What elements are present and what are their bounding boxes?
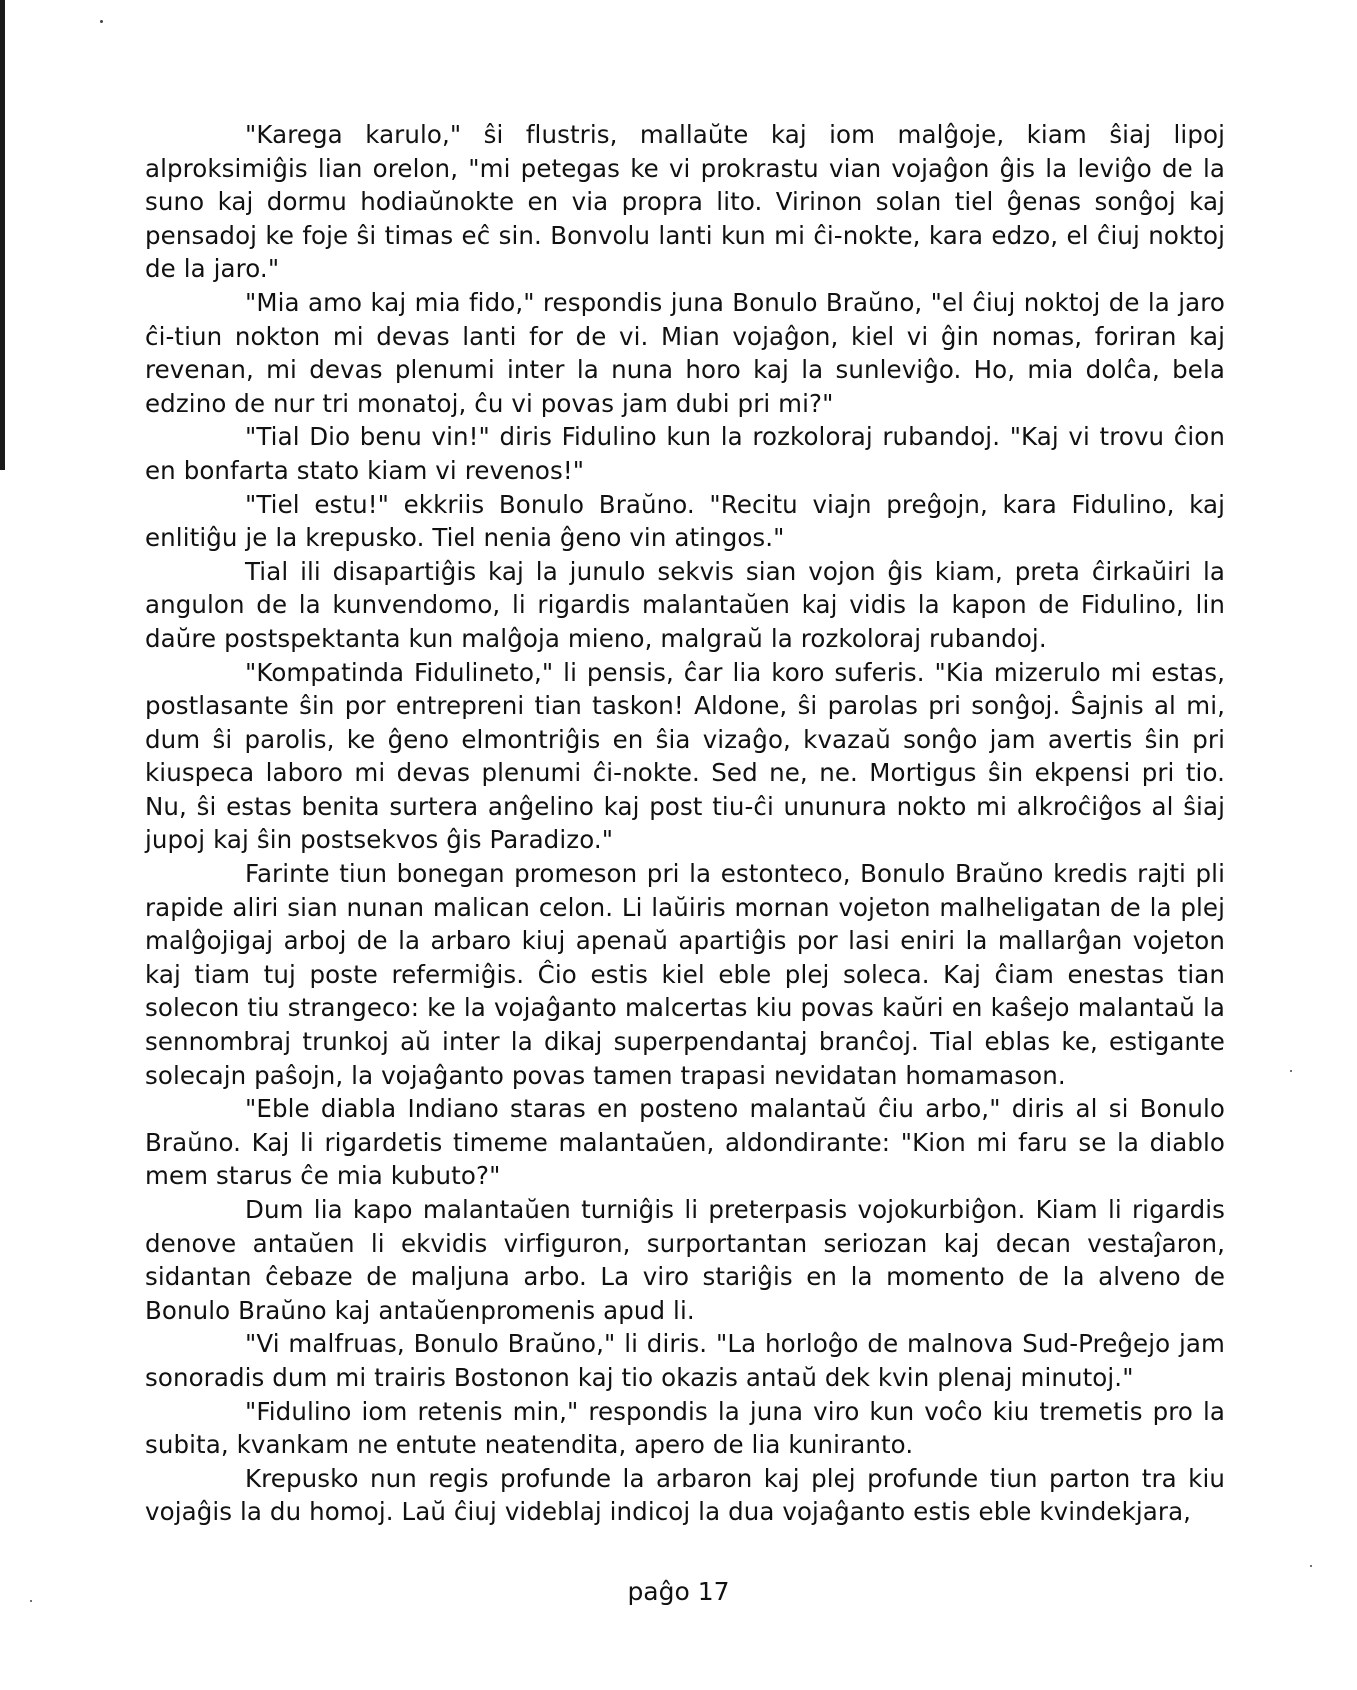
paragraph: "Eble diabla Indiano staras en posteno malantaŭ ĉiu arbo," diris al si Bonulo Braŭno. Kaj li rigardetis timeme malantaŭen, aldondirante: "Kion mi faru se la diablo mem starus ĉe mia kubuto?" [145, 1094, 1225, 1191]
paragraph: "Karega karulo," ŝi flustris, mallaŭte kaj iom malĝoje, kiam ŝiaj lipoj alproksimiĝis lian orelon, "mi petegas ke vi prokrastu vian vojaĝon ĝis la leviĝo de la suno kaj dormu hodiaŭnokte en via propra lito. Virinon solan tiel ĝenas sonĝoj kaj pensadoj ke foje ŝi timas eĉ sin. Bonvolu lanti kun mi ĉi-nokte, kara edzo, el ĉiuj noktoj de la jaro." [145, 120, 1225, 284]
page-number: paĝo 17 [627, 1577, 730, 1606]
paragraph: "Kompatinda Fidulineto," li pensis, ĉar lia koro suferis. "Kia mizerulo mi estas, postlasante ŝin por entrepreni tian taskon! Aldone, ŝi parolas pri sonĝoj. Ŝajnis al mi, dum ŝi parolis, ke ĝeno elmontriĝis en ŝia vizaĝo, kvazaŭ sonĝo jam avertis ŝin pri kiuspeca laboro mi devas plenumi ĉi-nokte. Sed ne, ne. Mortigus ŝin ekpensi pri tio. Nu, ŝi estas benita surtera anĝelino kaj post tiu-ĉi ununura nokto mi alkroĉiĝos al ŝiaj jupoj kaj ŝin postsekvos ĝis Paradizo." [145, 657, 1225, 855]
paragraph: Farinte tiun bonegan promeson pri la estonteco, Bonulo Braŭno kredis rajti pli rapide aliri sian nunan malican celon. Li laŭiris mornan vojeton malheligatan de la plej malĝojigaj arboj de la arbaro kiuj apenaŭ apartiĝis por lasi eniri la mallarĝan vojeton kaj tiam tuj poste refermiĝis. Ĉio estis kiel eble plej soleca. Kaj ĉiam enestas tian solecon tiu strangeco: ke la vojaĝanto malcertas kiu povas kaŭri en kaŝejo malantaŭ la sennombraj trunkoj aŭ inter la dikaj superpendantaj branĉoj. Tial eblas ke, estigante solecajn paŝojn, la vojaĝanto povas tamen trapasi nevidatan homamason. [145, 859, 1225, 1090]
scan-speck [1290, 1070, 1292, 1072]
paragraph: "Fidulino iom retenis min," respondis la juna viro kun voĉo kiu tremetis pro la subita, kvankam ne entute neatendita, apero de lia kuniranto. [145, 1396, 1225, 1460]
page-body [145, 118, 1225, 1529]
paragraph: "Mia amo kaj mia fido," respondis juna Bonulo Braŭno, "el ĉiuj noktoj de la jaro ĉi-tiun nokton mi devas lanti for de vi. Mian vojaĝon, kiel vi ĝin nomas, foriran kaj revenan, mi devas plenumi inter la nuna horo kaj la sunleviĝo. Ho, mia dolĉa, bela edzino de nur tri monatoj, ĉu vi povas jam dubi pri mi?" [145, 287, 1225, 418]
paragraph: Dum lia kapo malantaŭen turniĝis li preterpasis vojokurbiĝon. Kiam li rigardis denove antaŭen li ekvidis virfiguron, surportantan seriozan kaj decan vestaĵaron, sidantan ĉebaze de maljuna arbo. La viro stariĝis en la momento de la alveno de Bonulo Braŭno kaj antaŭenpromenis apud li. [145, 1195, 1225, 1325]
paragraph: "Tial Dio benu vin!" diris Fidulino kun la rozkoloraj rubandoj. "Kaj vi trovu ĉion en bonfarta stato kiam vi revenos!" [145, 422, 1225, 485]
paragraph: "Tiel estu!" ekkriis Bonulo Braŭno. "Recitu viajn preĝojn, kara Fidulino, kaj enlitiĝu je la krepusko. Tiel nenia ĝeno vin atingos." [145, 489, 1225, 553]
paragraph: "Vi malfruas, Bonulo Braŭno," li diris. "La horloĝo de malnova Sud-Preĝejo jam sonoradis dum mi trairis Bostonon kaj tio okazis antaŭ dek kvin plenaj minutoj." [145, 1329, 1225, 1392]
scan-speck [100, 20, 103, 23]
scan-binding-edge [0, 0, 5, 470]
paragraph: Tial ili disapartiĝis kaj la junulo sekvis sian vojon ĝis kiam, preta ĉirkaŭiri la angulon de la kunvendomo, li rigardis malantaŭen kaj vidis la kapon de Fidulino, lin daŭre postspektanta kun malĝoja mieno, malgraŭ la rozkoloraj rubandoj. [145, 556, 1225, 653]
paragraph: Krepusko nun regis profunde la arbaron kaj plej profunde tiun parton tra kiu vojaĝis la du homoj. Laŭ ĉiuj videblaj indicoj la dua vojaĝanto estis eble kvindekjara, [145, 1463, 1225, 1527]
scan-speck [30, 1600, 32, 1602]
scan-speck [1310, 1565, 1312, 1567]
